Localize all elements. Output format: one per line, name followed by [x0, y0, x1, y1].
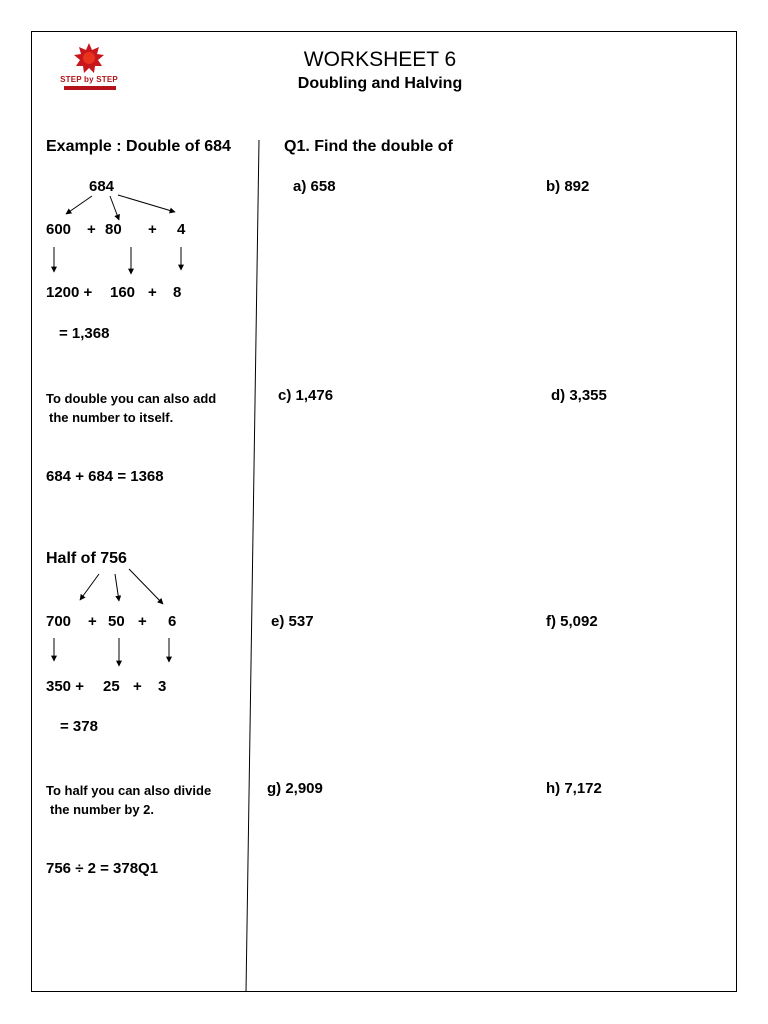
arrow-684-to-600 [66, 196, 92, 214]
half-plus-1: + [88, 613, 97, 630]
arrow-756-to-50 [115, 574, 119, 601]
worksheet-subtitle: Doubling and Halving [297, 75, 463, 92]
half-part-tens: 50 [108, 613, 125, 630]
half-plus-2: + [138, 613, 147, 630]
example-double-number: 684 [89, 178, 115, 195]
question-item-f: f) 5,092 [546, 613, 598, 630]
double-result: = 1,368 [59, 325, 110, 342]
question-item-h: h) 7,172 [546, 780, 602, 797]
arrow-756-to-700 [80, 574, 99, 600]
half-note-line1: To half you can also divide [46, 783, 212, 798]
question-item-e: e) 537 [271, 613, 314, 630]
doubled-tens: 160 [110, 284, 136, 301]
doubled-plus: + [148, 284, 157, 301]
half-part-hundreds: 700 [46, 613, 72, 630]
double-part-ones: 4 [177, 221, 186, 238]
question-item-c: c) 1,476 [278, 387, 334, 404]
double-plus-2: + [148, 221, 157, 238]
half-equation: 756 ÷ 2 = 378Q1 [46, 860, 159, 877]
double-note-line1: To double you can also add [46, 391, 217, 406]
double-part-tens: 80 [105, 221, 122, 238]
halved-tens: 25 [103, 678, 120, 695]
example-double-heading: Example : Double of 684 [46, 138, 231, 155]
question-item-g: g) 2,909 [267, 780, 323, 797]
half-note-line2: the number by 2. [50, 802, 155, 817]
double-plus-1: + [87, 221, 96, 238]
double-equation: 684 + 684 = 1368 [46, 468, 164, 485]
half-part-ones: 6 [168, 613, 177, 630]
arrow-684-to-80 [110, 196, 119, 220]
worksheet-title: WORKSHEET 6 [303, 48, 457, 71]
double-note-line2: the number to itself. [49, 410, 174, 425]
question-heading: Q1. Find the double of [284, 138, 453, 155]
double-part-hundreds: 600 [46, 221, 72, 238]
arrow-756-to-6 [129, 569, 163, 604]
question-item-b: b) 892 [546, 178, 590, 195]
question-item-d: d) 3,355 [551, 387, 607, 404]
half-result: = 378 [60, 718, 98, 735]
question-item-a: a) 658 [293, 178, 336, 195]
example-half-heading: Half of 756 [46, 550, 127, 567]
arrow-684-to-4 [118, 195, 175, 212]
doubled-ones: 8 [173, 284, 182, 301]
halved-ones: 3 [158, 678, 167, 695]
halved-hundreds: 350 + [46, 678, 84, 695]
logo-text: STEP by STEP [60, 75, 118, 84]
halved-plus: + [133, 678, 142, 695]
doubled-hundreds: 1200 + [46, 284, 93, 301]
